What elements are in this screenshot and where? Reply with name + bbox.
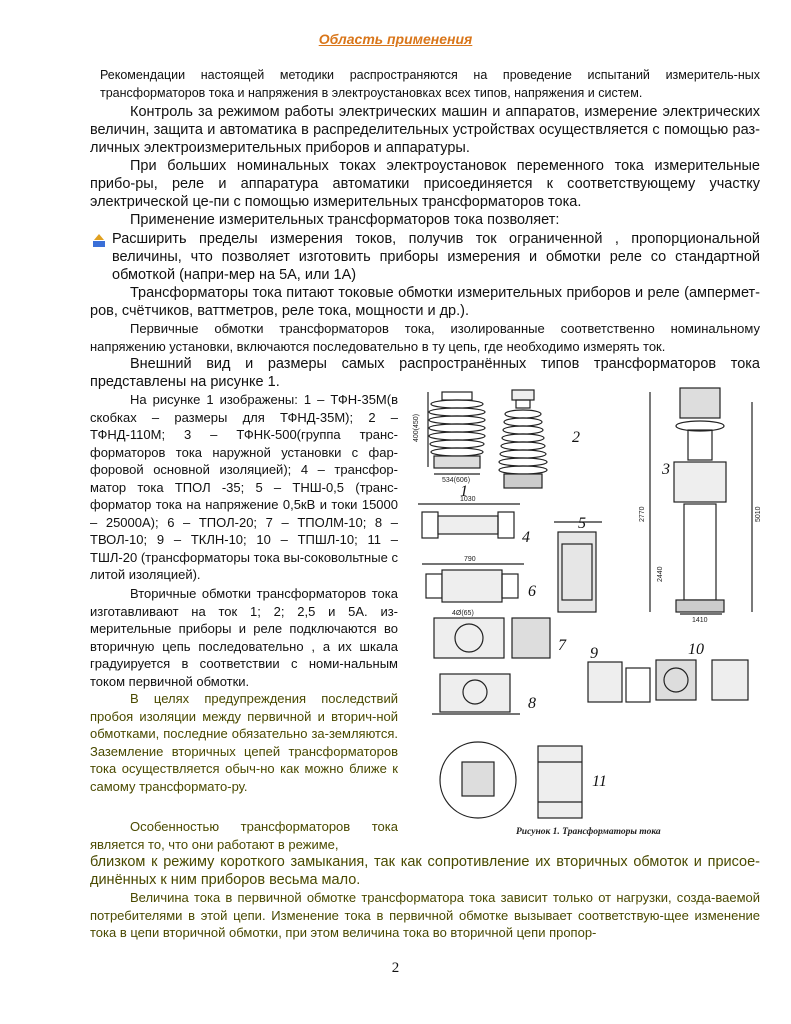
paragraph-application: Применение измерительных трансформаторов тока позволяет:	[130, 212, 560, 228]
paragraph-grounding: В целях предупреждения последствий пробоя изоляции между первичной и вторич-ной обмотками, последние обязательно за-земляются. Заземление вторичных цепей трансформаторов тока осуществляется обыч-но как можно ближе к самому трансформато-ру.	[90, 691, 398, 794]
paragraph-feature-start: Особенностью трансформаторов тока является то, что они работают в режиме,	[90, 819, 398, 852]
bullet-extend-range: Расширить пределы измерения токов, получив ток ограниченной , пропорциональной величины, что позволяет изготовить приборы измерения и обмотки реле со стандартной обмоткой (напри-мер на 5А, или 1А)	[112, 231, 760, 283]
paragraph-secondary-windings: Вторичные обмотки трансформаторов тока изготавливают на ток 1; 2; 2,5 и 5А. из-мерительные приборы и реле подключаются во вторичную цепь последовательно , а их шкала градуируется в соответствии с номи-нальным током первичной обмотки.	[90, 586, 398, 689]
figure-current-transformers	[412, 382, 770, 842]
section-title: Область применения	[318, 31, 473, 47]
paragraph-large-currents: При больших номинальных токах электроустановок переменного тока измерительные прибо-ры, реле и аппаратура автоматики присоединяется к соответствующему участку электрической це-пи с помощью измерительных трансформаторов тока.	[90, 158, 760, 210]
dim-3c: 2440	[657, 566, 664, 582]
figure-label-9: 9	[590, 645, 598, 662]
figure-label-4: 4	[522, 529, 530, 546]
transformer-8-drawing	[432, 674, 520, 714]
figure-label-5: 5	[578, 515, 586, 532]
transformer-2-drawing	[499, 390, 547, 488]
paragraph-intro: Рекомендации настоящей методики распространяются на проведение испытаний измеритель-ных трансформаторов тока и напряжения в электроустановках всех типов, напряжения и систем.	[100, 68, 760, 100]
figure-label-7: 7	[558, 637, 566, 654]
figure-label-10: 10	[688, 641, 704, 658]
dim-4: 1030	[460, 496, 476, 503]
figure-label-2: 2	[572, 429, 580, 446]
transformer-5-drawing	[554, 522, 602, 612]
transformer-6-drawing	[422, 564, 524, 602]
page-number: 2	[391, 960, 400, 976]
paragraph-primary-current: Величина тока в первичной обмотке трансформатора тока зависит только от нагрузки, созда-ваемой потребителями в этой цепи. Изменение тока в первичной обмотке вызывает соответствую-щее изменение тока в цепи вторичной обмотки, при этом величина тока во вторичной цепи пропор-	[90, 890, 760, 940]
paragraph-control: Контроль за режимом работы электрических машин и аппаратов, измерение электрических величин, защита и автоматика в распределительных устройствах осуществляется с помощью раз-личных электроизмерительных приборов и аппаратуры.	[90, 104, 760, 156]
dim-3a: 2770	[639, 506, 646, 522]
paragraph-feed-windings: Трансформаторы тока питают токовые обмотки измерительных приборов и реле (ампермет-ров, счётчиков, ваттметров, реле тока, мощности и др.).	[90, 285, 760, 319]
paragraph-appearance: Внешний вид и размеры самых распространённых типов трансформаторов тока представлены на рисунке 1.	[90, 356, 760, 390]
figure-label-8: 8	[528, 695, 536, 712]
transformer-11-drawing	[440, 742, 582, 818]
figure-label-3: 3	[662, 461, 670, 478]
paragraph-short-circuit: близком к режиму короткого замыкания, так как сопротивление их вторичных обмоток и присое-динённых к ним приборов весьма мало.	[90, 854, 760, 888]
paragraph-primary-windings: Первичные обмотки трансформаторов тока, изолированные соответственно номинальному напряжению установки, включаются последовательно в ту цепь, где необходимо измерять ток.	[90, 321, 760, 354]
figure-label-1: 1	[460, 483, 468, 500]
transformer-7-drawing	[434, 618, 550, 658]
dim-4b: 790	[464, 556, 476, 563]
dim-3b: 5010	[755, 506, 762, 522]
figure-label-6: 6	[528, 583, 536, 600]
dim-1: 400(450)	[413, 413, 420, 442]
paragraph-figure-legend: На рисунке 1 изображены: 1 – ТФН-35М(в скобках – размеры для ТФНД-35М); 2 – ТФНД-110М; 3 – ТФНК-500(группа транс-форматоров тока наружной установки с фар-форовой основной изоляцией); 4 – трансфор-матор тока ТПОЛ -35; 5 – ТНШ-0,5 (транс-форматор тока на напряжение 0,5кВ и токи 15000 – 25000А); 6 – ТПОЛ-20; 7 – ТПОЛМ-10; 8 – ТВОЛ-10; 9 – ТКЛН-10; 10 – ТПШЛ-10; 11 – ТШЛ-20 (трансформаторы тока вы-соковольтные с литой изоляцией).	[90, 392, 398, 582]
dim-3d: 1410	[692, 617, 708, 624]
transformer-9-drawing	[588, 662, 650, 702]
transformer-4-drawing	[418, 504, 520, 538]
dim-7: 4Ø(65)	[452, 610, 474, 617]
arrow-bullet-icon	[92, 234, 106, 248]
figure-caption: Рисунок 1. Трансформаторы тока	[516, 827, 661, 837]
dim-1b: 534(606)	[442, 477, 471, 484]
transformer-1-drawing	[428, 392, 485, 474]
figure-label-11: 11	[592, 773, 607, 790]
transformer-10-drawing	[656, 660, 748, 700]
transformer-3-drawing	[650, 388, 752, 614]
